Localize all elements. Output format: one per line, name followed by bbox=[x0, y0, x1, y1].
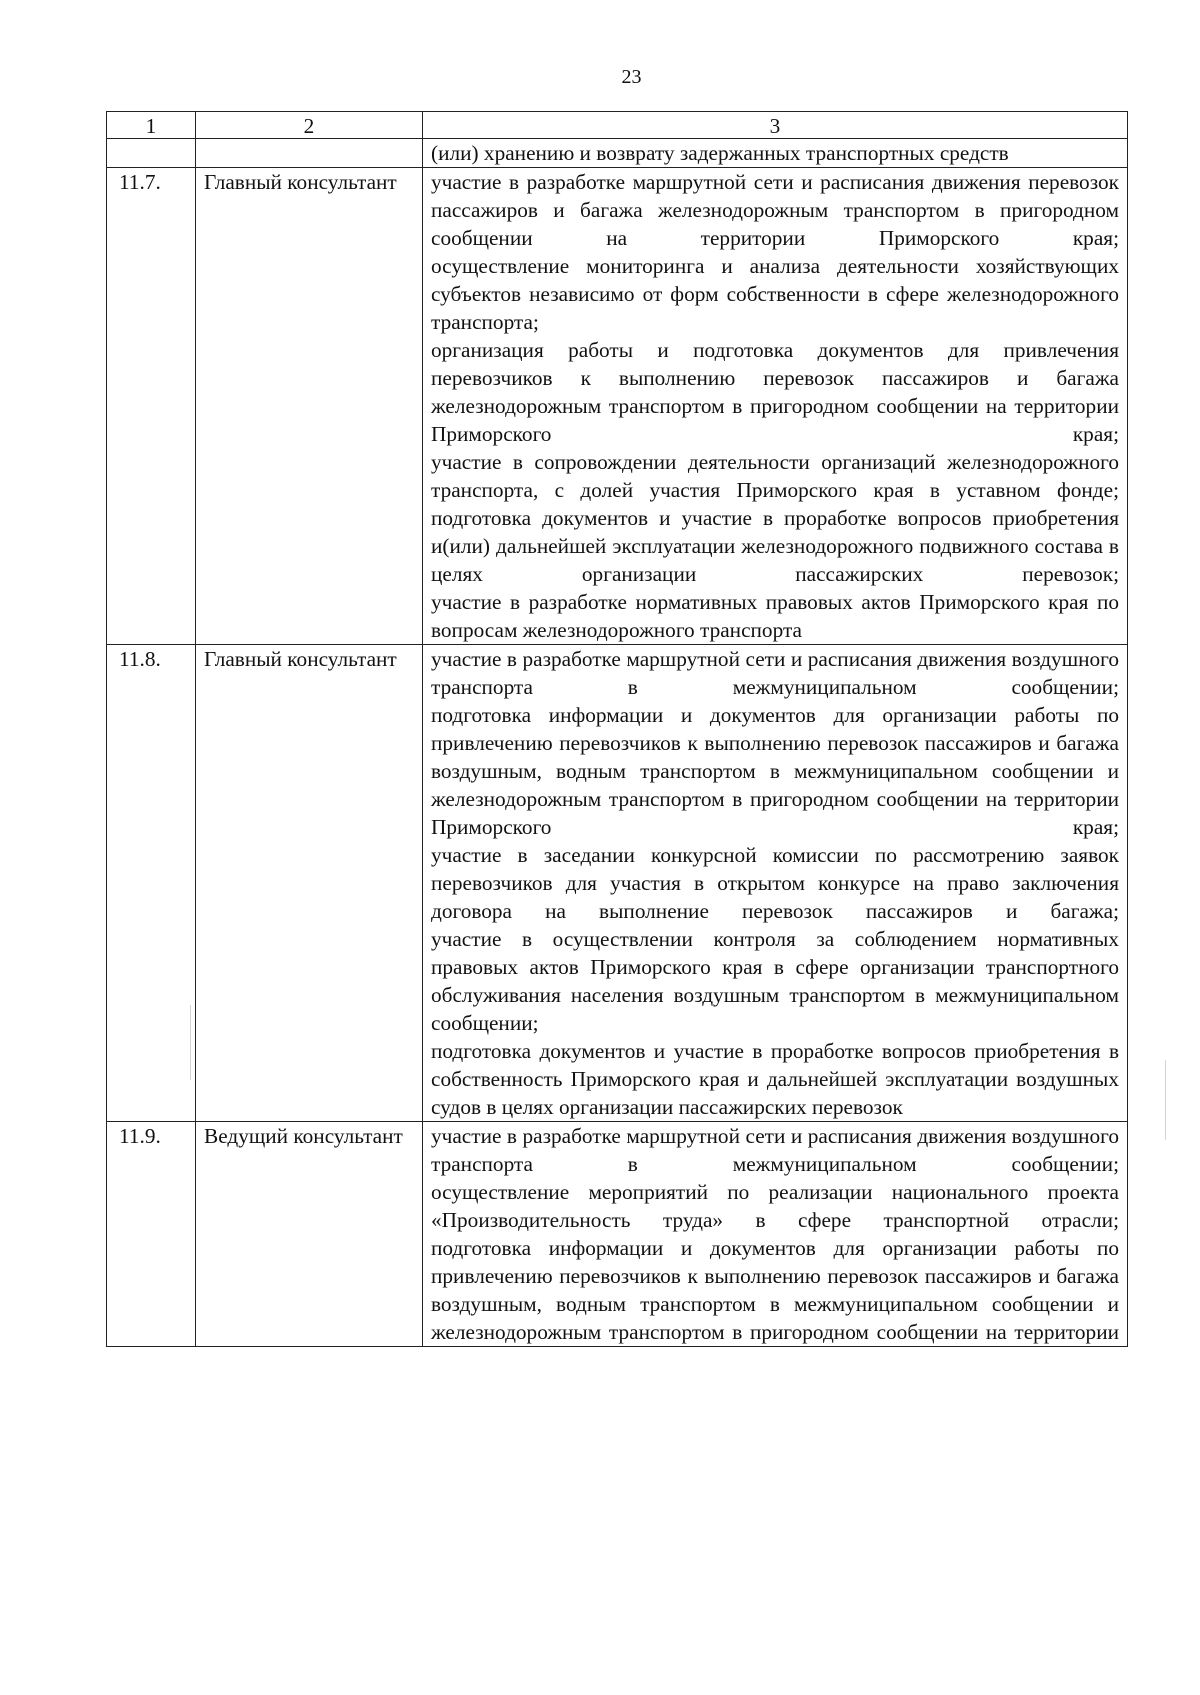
row-number: 11.9. bbox=[107, 1122, 196, 1347]
table-row-11-8 bbox=[107, 645, 1128, 1122]
duty-item: осуществление мониторинга и анализа деятельности хозяйствующих субъектов независимо от форм собственности в сфере железнодорожного транспорта; bbox=[431, 254, 1119, 334]
duties-cell bbox=[423, 1122, 1128, 1347]
duty-item: организация работы и подготовка документов для привлечения перевозчиков к выполнению перевозок пассажиров и багажа железнодорожным транспортом в пригородном сообщении на территории Приморского края; bbox=[431, 338, 1119, 446]
duty-item: подготовка информации и документов для организации работы по привлечению перевозчиков к выполнению перевозок пассажиров и багажа воздушным, водным транспортом в межмуниципальном сообщении и железнодорожным транспортом в пригородном сообщении на территории bbox=[431, 1236, 1119, 1344]
duty-item: подготовка документов и участие в проработке вопросов приобретения в собственность Приморского края и дальнейшей эксплуатации воздушных судов в целях организации пассажирских перевозок bbox=[431, 1039, 1119, 1119]
duty-item: осуществление мероприятий по реализации национального проекта «Производительность труда» в сфере транспортной отрасли; bbox=[431, 1180, 1119, 1232]
position-title: Главный консультант bbox=[196, 168, 423, 645]
scan-artifact-line bbox=[190, 1005, 191, 1080]
scan-artifact-line bbox=[1165, 1060, 1166, 1140]
duty-item: участие в разработке маршрутной сети и расписания движения воздушного транспорта в межмуниципальном сообщении; bbox=[431, 647, 1119, 699]
duty-item: участие в заседании конкурсной комиссии по рассмотрению заявок перевозчиков для участия в открытом конкурсе на право заключения договора на выполнение перевозок пассажиров и багажа; bbox=[431, 843, 1119, 923]
duties-cell bbox=[423, 645, 1128, 1122]
position-title: Ведущий консультант bbox=[196, 1122, 423, 1347]
continuation-row bbox=[107, 139, 1128, 168]
duty-item: участие в разработке маршрутной сети и расписания движения воздушного транспорта в межмуниципальном сообщении; bbox=[431, 1124, 1119, 1176]
header-col-3: 3 bbox=[423, 112, 1128, 139]
table-row-11-9 bbox=[107, 1122, 1128, 1347]
duty-item: подготовка информации и документов для организации работы по привлечению перевозчиков к выполнению перевозок пассажиров и багажа воздушным, водным транспортом в межмуниципальном сообщении и железнодорожным транспортом в пригородном сообщении на территории Приморского края; bbox=[431, 703, 1119, 839]
row-number: 11.7. bbox=[107, 168, 196, 645]
duty-item: подготовка документов и участие в проработке вопросов приобретения и(или) дальнейшей эксплуатации железнодорожного подвижного состава в целях организации пассажирских перевозок; bbox=[431, 506, 1119, 586]
table-row-11-7 bbox=[107, 168, 1128, 645]
row-number: 11.8. bbox=[107, 645, 196, 1122]
continuation-text: (или) хранению и возврату задержанных транспортных средств bbox=[423, 139, 1128, 168]
duty-item: участие в осуществлении контроля за соблюдением нормативных правовых актов Приморского края в сфере организации транспортного обслуживания населения воздушным транспортом в межмуниципальном сообщении; bbox=[431, 927, 1119, 1035]
header-col-1: 1 bbox=[107, 112, 196, 139]
header-col-2: 2 bbox=[196, 112, 423, 139]
position-title: Главный консультант bbox=[196, 645, 423, 1122]
table-header-row bbox=[107, 112, 1128, 139]
duty-item: участие в разработке нормативных правовых актов Приморского края по вопросам железнодорожного транспорта bbox=[431, 590, 1119, 642]
duty-item: участие в сопровождении деятельности организаций железнодорожного транспорта, с долей участия Приморского края в уставном фонде; bbox=[431, 450, 1119, 502]
page-number: 23 bbox=[621, 66, 642, 88]
duty-item: участие в разработке маршрутной сети и расписания движения перевозок пассажиров и багажа железнодорожным транспортом в пригородном сообщении на территории Приморского края; bbox=[431, 170, 1119, 250]
duties-table bbox=[106, 111, 1128, 1347]
duties-cell bbox=[423, 168, 1128, 645]
